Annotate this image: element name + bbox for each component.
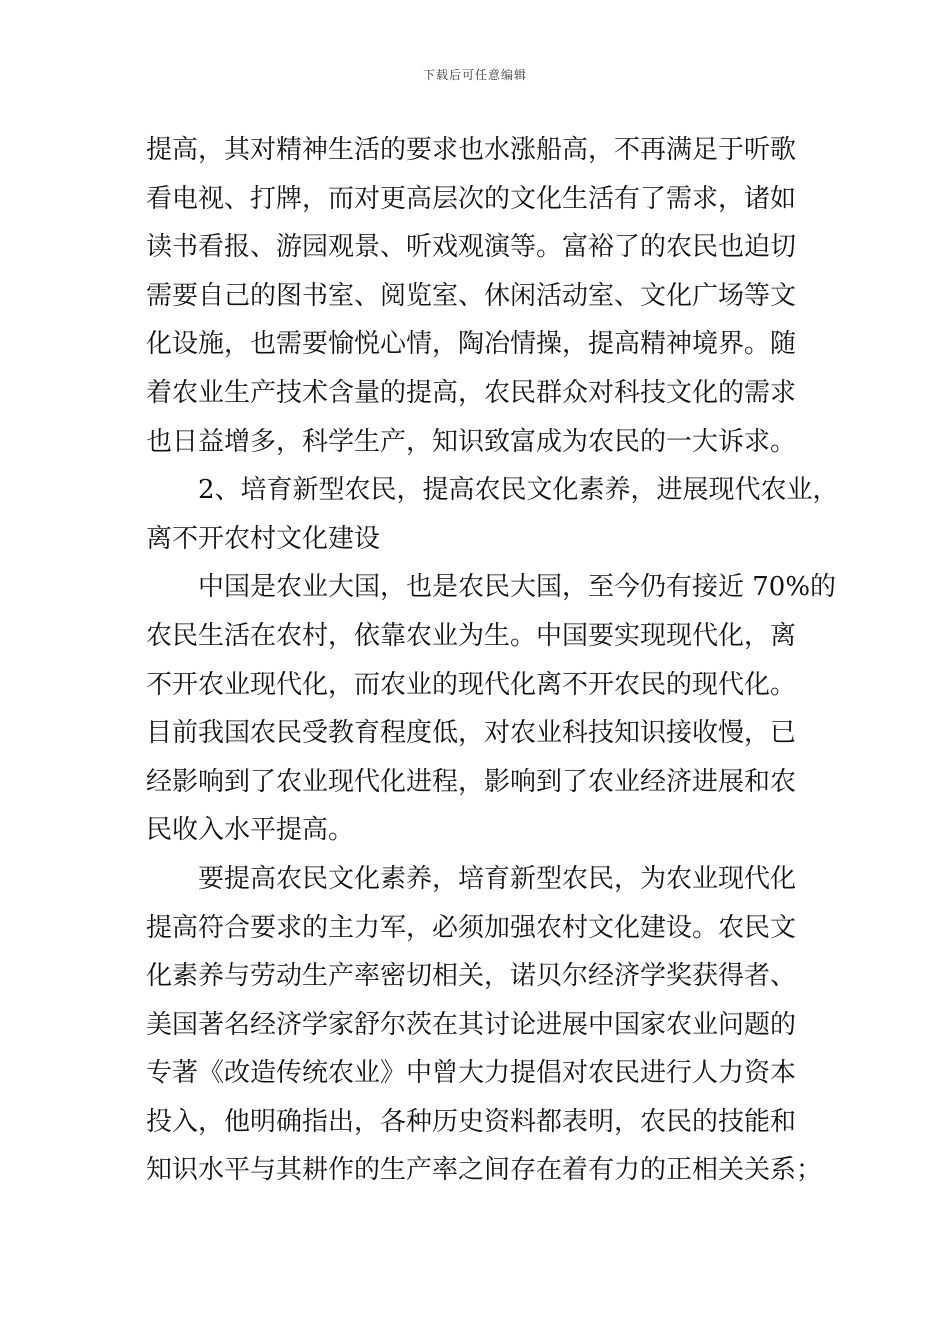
text-line: 提高，其对精神生活的要求也水涨船高，不再满足于听歌 (146, 135, 797, 165)
text-line: 不开农业现代化，而农业的现代化离不开农民的现代化。 (146, 669, 797, 700)
text-line: 经影响到了农业现代化进程，影响到了农业经济进展和农 (146, 766, 797, 797)
section-heading-line: 离不开农村文化建设 (146, 523, 381, 554)
text-line: 投入，他明确指出，各种历史资料都表明，农民的技能和 (146, 1106, 797, 1137)
page-header: 下载后可任意编辑 (422, 68, 527, 82)
text-line: 美国著名经济学家舒尔茨在其讨论进展中国家农业问题的 (146, 1009, 797, 1040)
text-line: 需要自己的图书室、阅览室、休闲活动室、文化广场等文 (146, 280, 797, 311)
text-line: 民收入水平提高。 (146, 815, 355, 846)
text-line: 看电视、打牌，而对更高层次的文化生活有了需求，诸如 (146, 183, 797, 214)
text-line: 知识水平与其耕作的生产率之间存在着有力的正相关关系； (146, 1155, 823, 1186)
text-line: 专著《改造传统农业》中曾大力提倡对农民进行人力资本 (146, 1058, 797, 1089)
paragraph-start-line: 中国是农业大国，也是农民大国，至今仍有接近 70%的 (198, 572, 837, 603)
text-line: 化素养与劳动生产率密切相关，诺贝尔经济学奖获得者、 (146, 961, 797, 992)
text-line: 农民生活在农村，依靠农业为生。中国要实现现代化，离 (146, 620, 797, 651)
section-heading-line: 2、培育新型农民，提高农民文化素养，进展现代农业， (198, 475, 839, 506)
paragraph-start-line: 要提高农民文化素养，培育新型农民，为农业现代化 (198, 863, 797, 894)
text-line: 也日益增多，科学生产，知识致富成为农民的一大诉求。 (146, 426, 797, 457)
text-line: 读书看报、游园观景、听戏观演等。富裕了的农民也迫切 (146, 232, 797, 263)
text-line: 着农业生产技术含量的提高，农民群众对科技文化的需求 (146, 377, 797, 408)
text-line: 目前我国农民受教育程度低，对农业科技知识接收慢，已 (146, 718, 797, 749)
text-line: 化设施，也需要愉悦心情，陶冶情操，提高精神境界。随 (146, 329, 797, 360)
document-body (146, 126, 839, 1195)
text-line: 提高符合要求的主力军，必须加强农村文化建设。农民文 (146, 912, 797, 943)
